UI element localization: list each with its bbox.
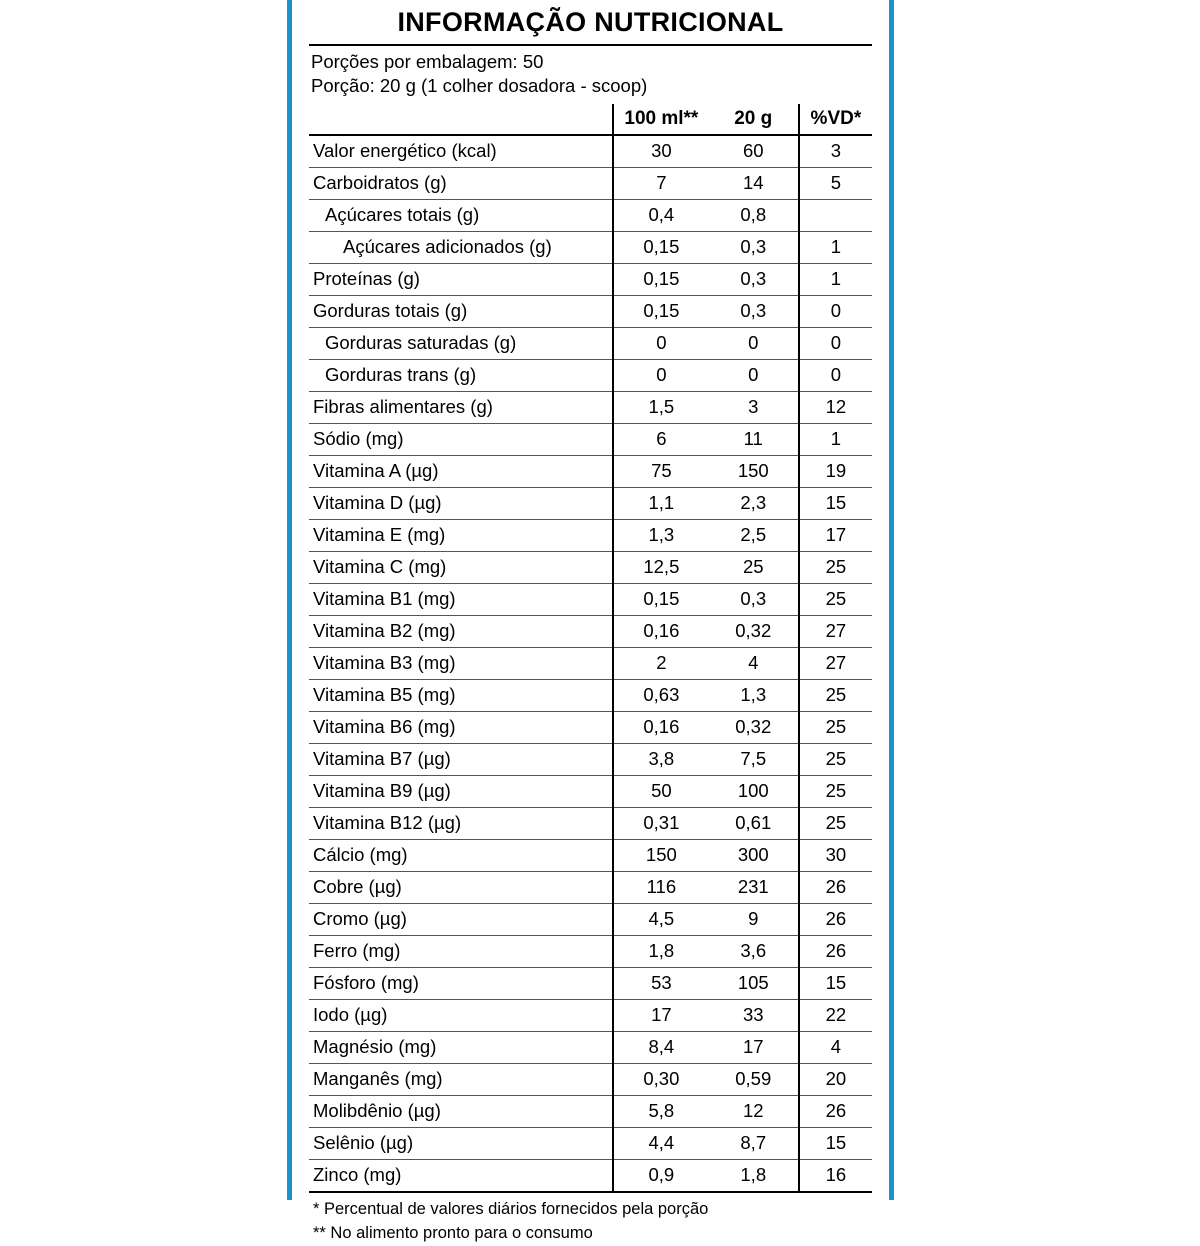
value-dv: 0	[799, 327, 872, 359]
value-dv: 15	[799, 487, 872, 519]
value-per-100ml: 50	[613, 775, 709, 807]
value-dv: 15	[799, 1127, 872, 1159]
value-dv: 0	[799, 295, 872, 327]
value-dv: 3	[799, 135, 872, 168]
value-per-serving: 2,3	[709, 487, 799, 519]
value-per-serving: 0,3	[709, 231, 799, 263]
value-per-100ml: 75	[613, 455, 709, 487]
footnote-prepared: ** No alimento pronto para o consumo	[313, 1223, 593, 1242]
value-per-serving: 3,6	[709, 935, 799, 967]
value-dv: 1	[799, 263, 872, 295]
table-row	[309, 199, 872, 231]
value-per-100ml: 1,8	[613, 935, 709, 967]
value-dv: 27	[799, 647, 872, 679]
nutrient-name: Carboidratos (g)	[309, 167, 613, 199]
value-dv: 16	[799, 1159, 872, 1192]
table-row	[309, 231, 872, 263]
value-per-serving: 0,3	[709, 583, 799, 615]
value-dv: 26	[799, 871, 872, 903]
value-dv: 27	[799, 615, 872, 647]
value-dv: 25	[799, 775, 872, 807]
value-dv: 26	[799, 1095, 872, 1127]
value-per-serving: 33	[709, 999, 799, 1031]
value-per-serving: 0	[709, 327, 799, 359]
nutrient-name: Fósforo (mg)	[309, 967, 613, 999]
value-per-serving: 0,32	[709, 711, 799, 743]
value-per-100ml: 5,8	[613, 1095, 709, 1127]
value-per-serving: 17	[709, 1031, 799, 1063]
value-per-100ml: 6	[613, 423, 709, 455]
table-row	[309, 775, 872, 807]
table-row	[309, 551, 872, 583]
value-per-100ml: 0,16	[613, 615, 709, 647]
nutrient-name: Gorduras saturadas (g)	[309, 327, 613, 359]
value-per-serving: 4	[709, 647, 799, 679]
value-per-serving: 300	[709, 839, 799, 871]
table-row	[309, 1159, 872, 1192]
value-per-serving: 12	[709, 1095, 799, 1127]
nutrient-name: Vitamina B7 (µg)	[309, 743, 613, 775]
nutrient-name: Vitamina E (mg)	[309, 519, 613, 551]
value-per-100ml: 2	[613, 647, 709, 679]
value-dv: 26	[799, 935, 872, 967]
table-row	[309, 327, 872, 359]
table-row	[309, 839, 872, 871]
table-row	[309, 967, 872, 999]
value-per-serving: 2,5	[709, 519, 799, 551]
value-per-100ml: 0,30	[613, 1063, 709, 1095]
table-row	[309, 519, 872, 551]
value-per-100ml: 3,8	[613, 743, 709, 775]
value-dv: 0	[799, 359, 872, 391]
page-title: INFORMAÇÃO NUTRICIONAL	[397, 7, 784, 37]
table-row	[309, 391, 872, 423]
value-per-100ml: 17	[613, 999, 709, 1031]
value-per-100ml: 1,3	[613, 519, 709, 551]
nutrient-name: Fibras alimentares (g)	[309, 391, 613, 423]
value-per-serving: 11	[709, 423, 799, 455]
value-per-serving: 0	[709, 359, 799, 391]
table-row	[309, 647, 872, 679]
value-per-serving: 231	[709, 871, 799, 903]
column-header-per-100ml: 100 ml**	[613, 104, 709, 135]
table-row	[309, 135, 872, 168]
nutrient-name: Vitamina B5 (mg)	[309, 679, 613, 711]
nutrient-name: Cobre (µg)	[309, 871, 613, 903]
value-dv: 4	[799, 1031, 872, 1063]
value-per-serving: 25	[709, 551, 799, 583]
column-header-per-serving: 20 g	[709, 104, 799, 135]
table-row	[309, 999, 872, 1031]
value-per-serving: 8,7	[709, 1127, 799, 1159]
nutrient-name: Manganês (mg)	[309, 1063, 613, 1095]
value-dv: 25	[799, 551, 872, 583]
value-dv: 25	[799, 711, 872, 743]
value-dv: 25	[799, 743, 872, 775]
table-header	[309, 104, 872, 135]
footnotes	[309, 1193, 872, 1246]
nutrient-name: Iodo (µg)	[309, 999, 613, 1031]
table-row	[309, 1127, 872, 1159]
nutrient-name: Cromo (µg)	[309, 903, 613, 935]
nutrient-name: Açúcares adicionados (g)	[309, 231, 613, 263]
table-row	[309, 423, 872, 455]
nutrient-name: Vitamina B2 (mg)	[309, 615, 613, 647]
value-per-serving: 100	[709, 775, 799, 807]
table-row	[309, 743, 872, 775]
nutrition-table	[309, 104, 872, 1193]
nutrient-name: Molibdênio (µg)	[309, 1095, 613, 1127]
value-per-100ml: 12,5	[613, 551, 709, 583]
nutrient-name: Açúcares totais (g)	[309, 199, 613, 231]
table-row	[309, 583, 872, 615]
table-row	[309, 935, 872, 967]
column-header-nutrient	[309, 104, 613, 135]
value-dv: 19	[799, 455, 872, 487]
table-row	[309, 711, 872, 743]
table-row	[309, 807, 872, 839]
value-per-serving: 0,59	[709, 1063, 799, 1095]
nutrient-name: Selênio (µg)	[309, 1127, 613, 1159]
value-per-100ml: 0,15	[613, 583, 709, 615]
value-dv: 1	[799, 231, 872, 263]
value-dv: 25	[799, 583, 872, 615]
value-per-serving: 0,8	[709, 199, 799, 231]
serving-size: Porção: 20 g (1 colher dosadora - scoop)	[311, 75, 648, 97]
value-dv: 5	[799, 167, 872, 199]
nutrient-name: Gorduras trans (g)	[309, 359, 613, 391]
value-per-100ml: 0,9	[613, 1159, 709, 1192]
table-row	[309, 1095, 872, 1127]
value-per-100ml: 116	[613, 871, 709, 903]
serving-info	[309, 50, 872, 99]
nutrient-name: Cálcio (mg)	[309, 839, 613, 871]
nutrient-name: Proteínas (g)	[309, 263, 613, 295]
value-per-100ml: 8,4	[613, 1031, 709, 1063]
nutrient-name: Vitamina D (µg)	[309, 487, 613, 519]
value-per-serving: 0,3	[709, 295, 799, 327]
table-row	[309, 903, 872, 935]
value-per-100ml: 7	[613, 167, 709, 199]
value-dv: 26	[799, 903, 872, 935]
value-per-serving: 7,5	[709, 743, 799, 775]
table-row	[309, 455, 872, 487]
table-row	[309, 1031, 872, 1063]
value-per-100ml: 0,31	[613, 807, 709, 839]
nutrient-name: Magnésio (mg)	[309, 1031, 613, 1063]
value-dv: 15	[799, 967, 872, 999]
value-per-100ml: 30	[613, 135, 709, 168]
nutrient-name: Ferro (mg)	[309, 935, 613, 967]
table-row	[309, 263, 872, 295]
value-per-serving: 105	[709, 967, 799, 999]
value-dv: 1	[799, 423, 872, 455]
value-dv: 25	[799, 807, 872, 839]
table-row	[309, 871, 872, 903]
nutrient-name: Vitamina B9 (µg)	[309, 775, 613, 807]
value-per-serving: 0,3	[709, 263, 799, 295]
value-dv: 22	[799, 999, 872, 1031]
value-dv: 12	[799, 391, 872, 423]
value-per-100ml: 0,15	[613, 295, 709, 327]
table-row	[309, 359, 872, 391]
value-per-serving: 1,3	[709, 679, 799, 711]
value-per-100ml: 1,1	[613, 487, 709, 519]
value-per-100ml: 150	[613, 839, 709, 871]
nutrient-name: Zinco (mg)	[309, 1159, 613, 1192]
table-header-row	[309, 104, 872, 135]
value-per-100ml: 0,4	[613, 199, 709, 231]
nutrient-name: Vitamina B12 (µg)	[309, 807, 613, 839]
value-per-serving: 150	[709, 455, 799, 487]
value-per-serving: 14	[709, 167, 799, 199]
table-row	[309, 487, 872, 519]
value-dv: 30	[799, 839, 872, 871]
value-per-serving: 1,8	[709, 1159, 799, 1192]
nutrient-name: Valor energético (kcal)	[309, 135, 613, 168]
table-row	[309, 615, 872, 647]
nutrient-name: Vitamina A (µg)	[309, 455, 613, 487]
table-body	[309, 135, 872, 1192]
nutrient-name: Sódio (mg)	[309, 423, 613, 455]
value-per-100ml: 0	[613, 327, 709, 359]
column-header-dv: %VD*	[799, 104, 872, 135]
value-per-100ml: 0,15	[613, 263, 709, 295]
nutrient-name: Gorduras totais (g)	[309, 295, 613, 327]
value-per-serving: 0,32	[709, 615, 799, 647]
value-per-100ml: 4,4	[613, 1127, 709, 1159]
nutrient-name: Vitamina B6 (mg)	[309, 711, 613, 743]
title-divider	[309, 44, 872, 46]
value-per-100ml: 0,63	[613, 679, 709, 711]
value-per-serving: 3	[709, 391, 799, 423]
value-dv: 17	[799, 519, 872, 551]
value-per-100ml: 0	[613, 359, 709, 391]
value-per-100ml: 53	[613, 967, 709, 999]
table-row	[309, 1063, 872, 1095]
table-row	[309, 167, 872, 199]
value-dv: 25	[799, 679, 872, 711]
nutrient-name: Vitamina C (mg)	[309, 551, 613, 583]
value-per-100ml: 4,5	[613, 903, 709, 935]
value-per-serving: 60	[709, 135, 799, 168]
servings-per-package: Porções por embalagem: 50	[311, 50, 544, 72]
nutrition-facts-panel	[297, 0, 884, 1242]
value-per-100ml: 0,16	[613, 711, 709, 743]
value-per-100ml: 0,15	[613, 231, 709, 263]
value-dv	[799, 199, 872, 231]
table-row	[309, 295, 872, 327]
value-per-serving: 9	[709, 903, 799, 935]
nutrient-name: Vitamina B3 (mg)	[309, 647, 613, 679]
nutrient-name: Vitamina B1 (mg)	[309, 583, 613, 615]
value-dv: 20	[799, 1063, 872, 1095]
footnote-dv: * Percentual de valores diários fornecidos pela porção	[313, 1199, 709, 1218]
table-row	[309, 679, 872, 711]
value-per-100ml: 1,5	[613, 391, 709, 423]
value-per-serving: 0,61	[709, 807, 799, 839]
